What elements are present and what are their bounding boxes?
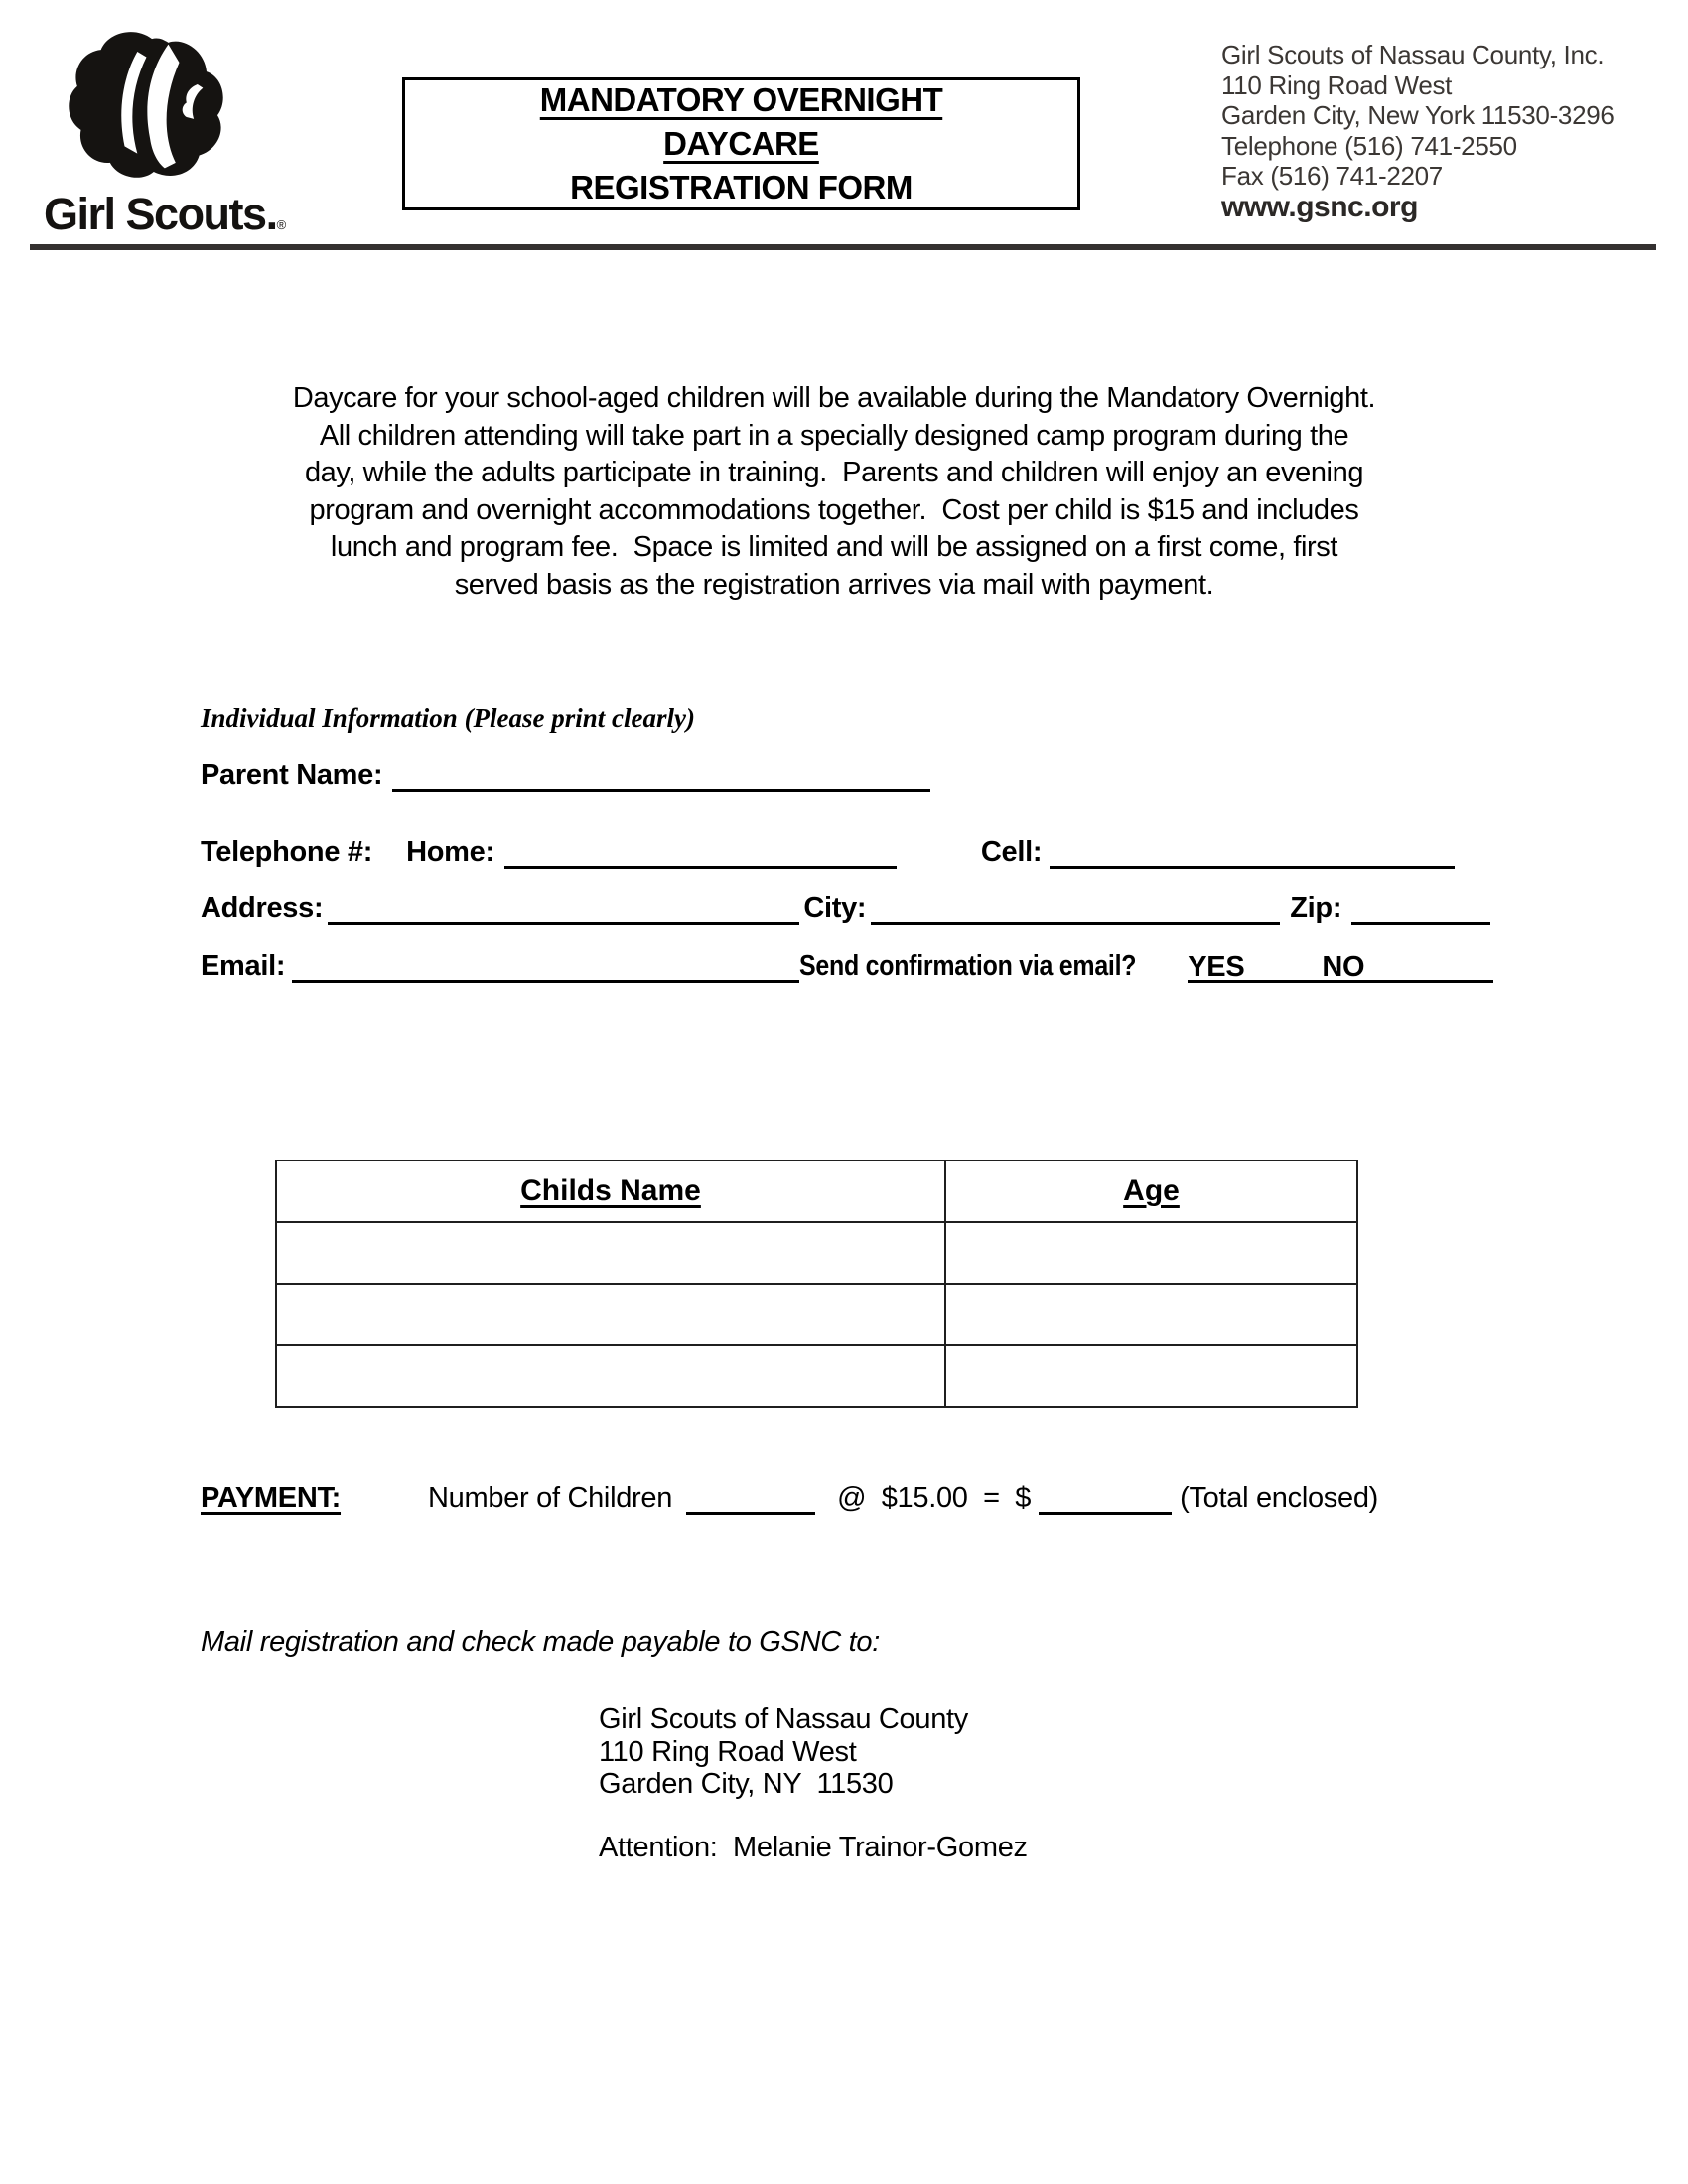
org-street: 110 Ring Road West <box>1221 69 1453 100</box>
children-table <box>275 1160 1358 1408</box>
intro-paragraph <box>174 380 1494 604</box>
child-name-cell[interactable] <box>276 1345 945 1407</box>
mail-address-block <box>599 1704 968 1801</box>
intro-line: served basis as the registration arrives via mail with payment. <box>454 568 1214 601</box>
email-field[interactable] <box>292 950 799 983</box>
payment-label: PAYMENT: <box>201 1482 342 1514</box>
cell-phone-label: Cell: <box>980 836 1043 868</box>
email-row <box>201 949 1493 983</box>
yes-no-gap <box>1244 975 1322 976</box>
zip-field[interactable] <box>1351 892 1490 925</box>
header-divider-rule <box>30 244 1656 250</box>
table-row <box>276 1222 1357 1284</box>
attention-line: Attention: Melanie Trainor-Gomez <box>599 1832 1028 1863</box>
org-address-block <box>1221 40 1658 222</box>
form-title-line3: REGISTRATION FORM <box>570 169 913 205</box>
address-label: Address: <box>201 892 324 924</box>
telephone-label: Telephone #: <box>201 836 373 868</box>
registered-trademark-symbol: ® <box>276 217 285 232</box>
parent-name-label: Parent Name: <box>201 759 383 791</box>
email-confirmation-choice-field <box>1188 950 1493 983</box>
parent-name-field[interactable] <box>392 759 930 792</box>
child-age-cell[interactable] <box>945 1222 1357 1284</box>
email-label: Email: <box>201 950 286 982</box>
form-title-line1: MANDATORY OVERNIGHT <box>539 81 943 118</box>
intro-line: day, while the adults participate in training. Parents and children will enjoy an evening <box>304 457 1364 488</box>
table-row <box>276 1345 1357 1407</box>
no-option[interactable]: NO <box>1322 951 1365 983</box>
girl-scouts-wordmark: Girl Scouts.® <box>44 189 285 239</box>
home-phone-field[interactable] <box>504 836 897 869</box>
org-name: Girl Scouts of Nassau County, Inc. <box>1221 40 1605 69</box>
mail-address-city: Garden City, NY 11530 <box>599 1768 894 1800</box>
intro-line: Daycare for your school-aged children will be available during the Mandatory Overnight. <box>292 382 1376 414</box>
intro-line: lunch and program fee. Space is limited and will be assigned on a first come, first <box>330 531 1338 563</box>
girl-scouts-logo-icon <box>58 30 246 194</box>
mail-address-org: Girl Scouts of Nassau County <box>599 1704 968 1735</box>
child-name-cell[interactable] <box>276 1284 945 1345</box>
org-telephone: Telephone (516) 741-2550 <box>1221 130 1517 161</box>
number-of-children-field[interactable] <box>686 1482 815 1515</box>
zip-label: Zip: <box>1290 892 1342 924</box>
parent-name-row <box>201 758 930 792</box>
address-field[interactable] <box>328 892 799 925</box>
address-row <box>201 891 1490 925</box>
org-fax: Fax (516) 741-2207 <box>1221 161 1443 191</box>
total-enclosed-field[interactable] <box>1039 1482 1172 1515</box>
city-label: City: <box>803 892 867 924</box>
rate-formula-label: @ $15.00 = $ <box>837 1482 1032 1514</box>
cell-phone-field[interactable] <box>1050 836 1455 869</box>
city-field[interactable] <box>871 892 1280 925</box>
child-age-cell[interactable] <box>945 1284 1357 1345</box>
form-title-box <box>402 77 1080 210</box>
mail-address-street: 110 Ring Road West <box>599 1735 857 1768</box>
total-enclosed-label: (Total enclosed) <box>1180 1482 1379 1514</box>
individual-information-heading: Individual Information (Please print clearly) <box>201 703 696 733</box>
child-age-cell[interactable] <box>945 1345 1357 1407</box>
choice-blank-tail[interactable] <box>1364 975 1493 976</box>
telephone-row <box>201 835 1455 869</box>
email-confirmation-label: Send confirmation via email? <box>799 950 1137 982</box>
payment-row <box>201 1481 1378 1515</box>
mail-instruction: Mail registration and check made payable to GSNC to: <box>201 1626 880 1658</box>
intro-line: program and overnight accommodations together. Cost per child is $15 and includes <box>309 493 1359 526</box>
childs-name-column-header: Childs Name <box>276 1160 945 1222</box>
yes-option[interactable]: YES <box>1188 951 1245 983</box>
children-table-header-row <box>276 1160 1357 1222</box>
child-name-cell[interactable] <box>276 1222 945 1284</box>
form-title-line2: DAYCARE <box>663 125 819 162</box>
age-column-header: Age <box>945 1160 1357 1222</box>
org-city: Garden City, New York 11530-3296 <box>1221 100 1615 130</box>
org-website-link[interactable]: www.gsnc.org <box>1221 190 1418 223</box>
table-row <box>276 1284 1357 1345</box>
number-of-children-label: Number of Children <box>428 1482 673 1514</box>
home-phone-label: Home: <box>406 836 494 868</box>
intro-line: All children attending will take part in a specially designed camp program during the <box>319 419 1349 452</box>
